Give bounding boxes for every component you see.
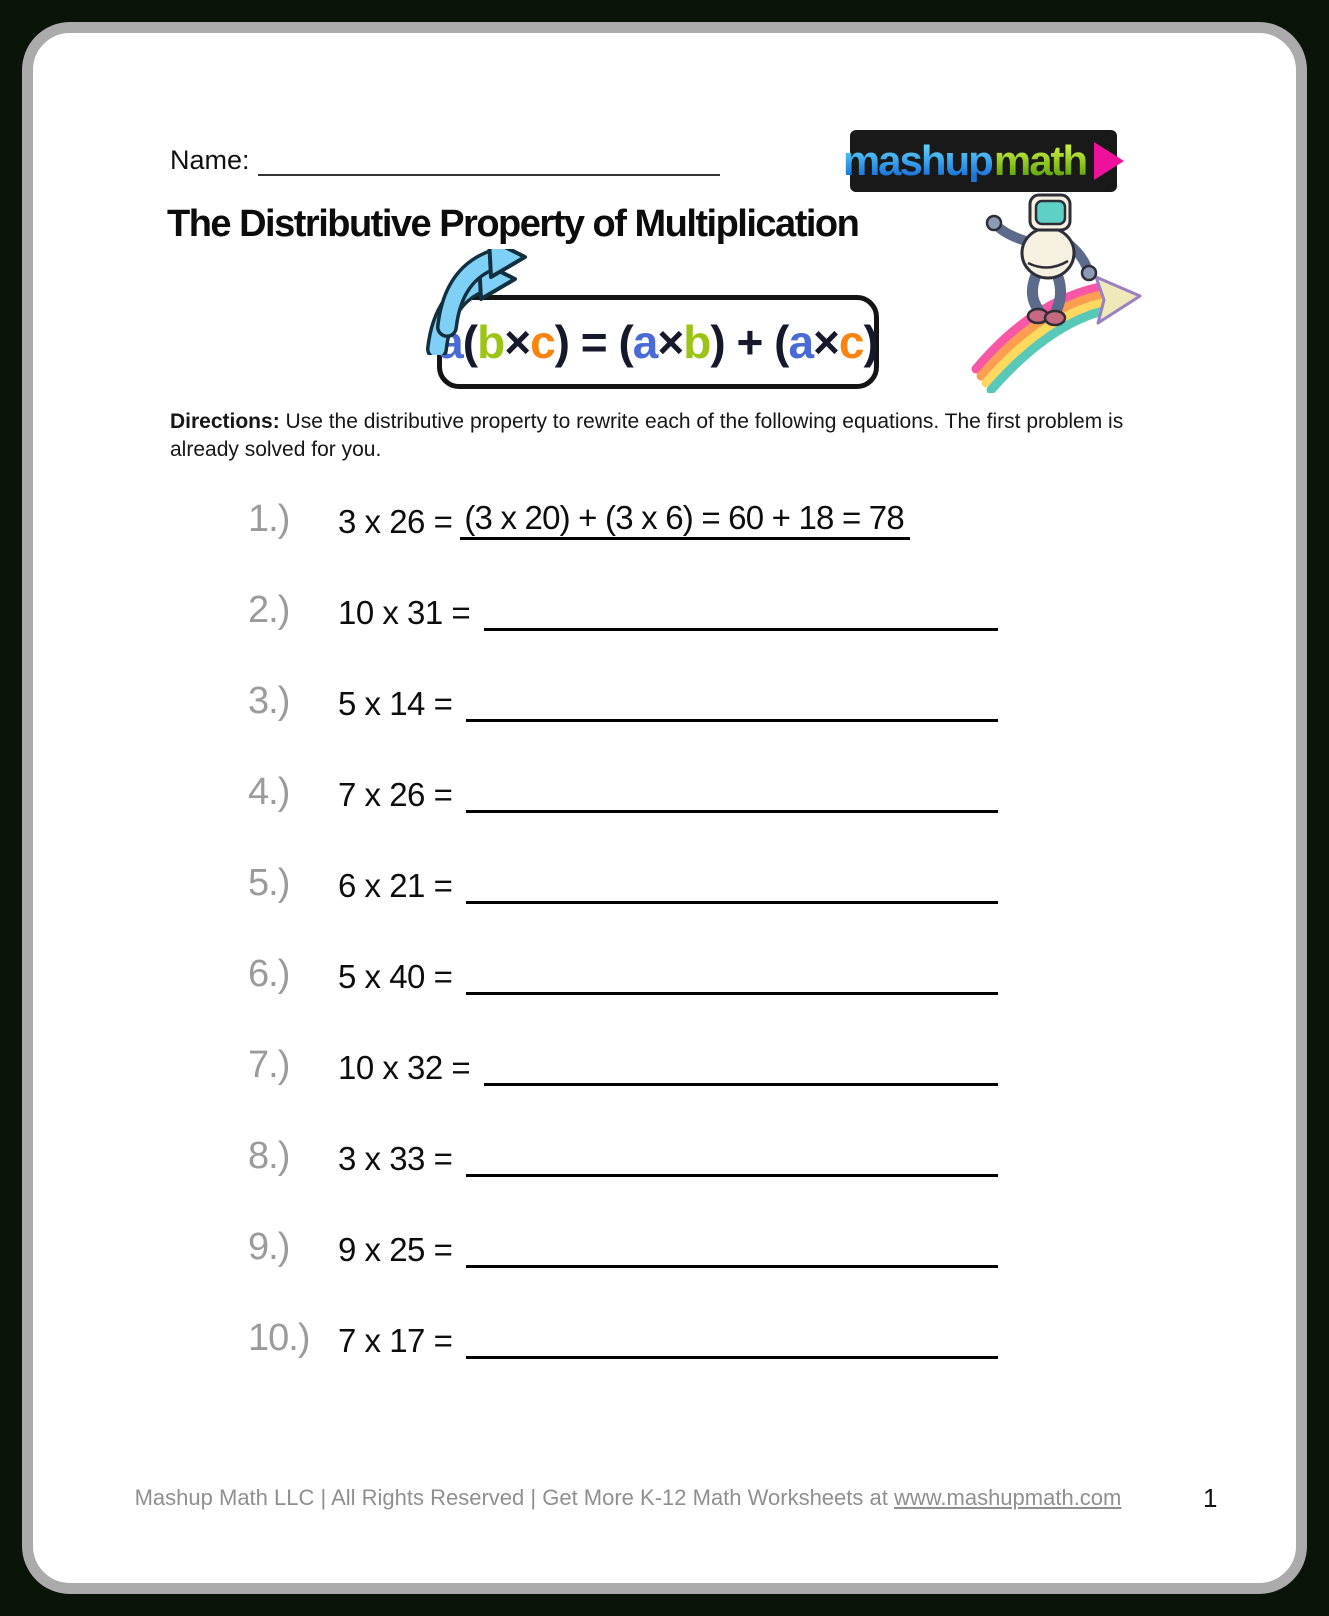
answer-blank-line[interactable] xyxy=(466,1355,998,1359)
formula-token: × xyxy=(504,316,531,368)
problem-equation: 10 x 31 = xyxy=(338,593,471,631)
problem-equation: 5 x 14 = xyxy=(338,684,453,722)
problem-row xyxy=(248,1086,998,1177)
problem-number: 3.) xyxy=(248,680,290,723)
footer-link[interactable]: www.mashupmath.com xyxy=(893,1485,1122,1510)
page-number: 1 xyxy=(1203,1483,1218,1513)
answer-blank-line[interactable] xyxy=(466,1173,998,1177)
problem-answer: (3 x 20) + (3 x 6) = 60 + 18 = 78 xyxy=(460,500,910,540)
formula-token: a xyxy=(438,316,463,368)
problem-equation: 6 x 21 = xyxy=(338,866,453,904)
formula-token: a xyxy=(632,316,658,368)
formula-token: b xyxy=(477,316,505,368)
formula-token: c xyxy=(838,316,864,368)
formula-token: ( xyxy=(774,316,789,368)
answer-blank-line[interactable] xyxy=(466,809,998,813)
problem-number: 8.) xyxy=(248,1135,290,1178)
answer-blank-line[interactable] xyxy=(484,627,998,631)
answer-blank-line[interactable] xyxy=(484,1082,998,1086)
name-blank-line[interactable] xyxy=(258,146,720,176)
problem-equation: 7 x 26 = xyxy=(338,775,453,813)
problem-equation: 7 x 17 = xyxy=(338,1321,453,1359)
problem-row xyxy=(248,1177,998,1268)
problem-number: 7.) xyxy=(248,1044,290,1087)
directions-label: Directions: xyxy=(170,410,280,433)
play-icon xyxy=(1094,142,1124,180)
name-label: Name: xyxy=(170,145,250,175)
problem-number: 6.) xyxy=(248,953,290,996)
problem-equation: 10 x 32 = xyxy=(338,1048,471,1086)
formula-figure xyxy=(437,295,879,389)
problems-list xyxy=(248,449,998,1359)
answer-blank-line[interactable] xyxy=(466,1264,998,1268)
page-title: The Distributive Property of Multiplication xyxy=(167,203,859,245)
worksheet-page xyxy=(22,22,1307,1594)
curved-arrow-icon xyxy=(423,249,531,355)
problem-number: 10.) xyxy=(248,1317,310,1360)
footer xyxy=(33,1485,1223,1511)
directions-text: Directions: Use the distributive property to rewrite each of the following equations. The first problem is already solved for you. xyxy=(170,410,1124,462)
problem-row xyxy=(248,449,998,540)
formula-token: × xyxy=(813,316,839,368)
problem-number: 9.) xyxy=(248,1226,290,1269)
formula-token: a xyxy=(788,316,814,368)
footer-text: Mashup Math LLC | All Rights Reserved | Get More K-12 Math Worksheets at xyxy=(134,1485,894,1510)
problem-equation: 3 x 33 = xyxy=(338,1139,453,1177)
logo-text-math: math xyxy=(993,137,1087,184)
formula-token: b xyxy=(683,316,711,368)
formula-token: ( xyxy=(618,316,633,368)
problem-row xyxy=(248,722,998,813)
answer-blank-line[interactable] xyxy=(466,718,998,722)
problem-number: 1.) xyxy=(248,498,290,541)
problem-row xyxy=(248,904,998,995)
problem-row xyxy=(248,540,998,631)
name-field-row xyxy=(170,145,720,176)
problem-number: 4.) xyxy=(248,771,290,814)
problem-number: 2.) xyxy=(248,589,290,632)
answer-blank-line[interactable] xyxy=(466,991,998,995)
problem-row xyxy=(248,813,998,904)
answer-blank-line[interactable] xyxy=(466,900,998,904)
problem-equation: 3 x 26 = xyxy=(338,502,453,540)
formula-token: c xyxy=(530,316,555,368)
robot-rainbow-illustration xyxy=(958,183,1148,393)
formula-token: ) xyxy=(863,316,878,368)
formula-token: = xyxy=(569,316,619,368)
formula-token: ) xyxy=(554,316,569,368)
problem-equation: 9 x 25 = xyxy=(338,1230,453,1268)
formula-token: ) xyxy=(710,316,725,368)
problem-row xyxy=(248,631,998,722)
formula-token: × xyxy=(657,316,684,368)
problem-number: 5.) xyxy=(248,862,290,905)
problem-row xyxy=(248,1268,998,1359)
problem-equation: 5 x 40 = xyxy=(338,957,453,995)
formula-token: + xyxy=(724,316,775,368)
problem-row xyxy=(248,995,998,1086)
logo-text-mashup: mashup xyxy=(842,137,992,184)
formula-token: ( xyxy=(462,316,478,368)
